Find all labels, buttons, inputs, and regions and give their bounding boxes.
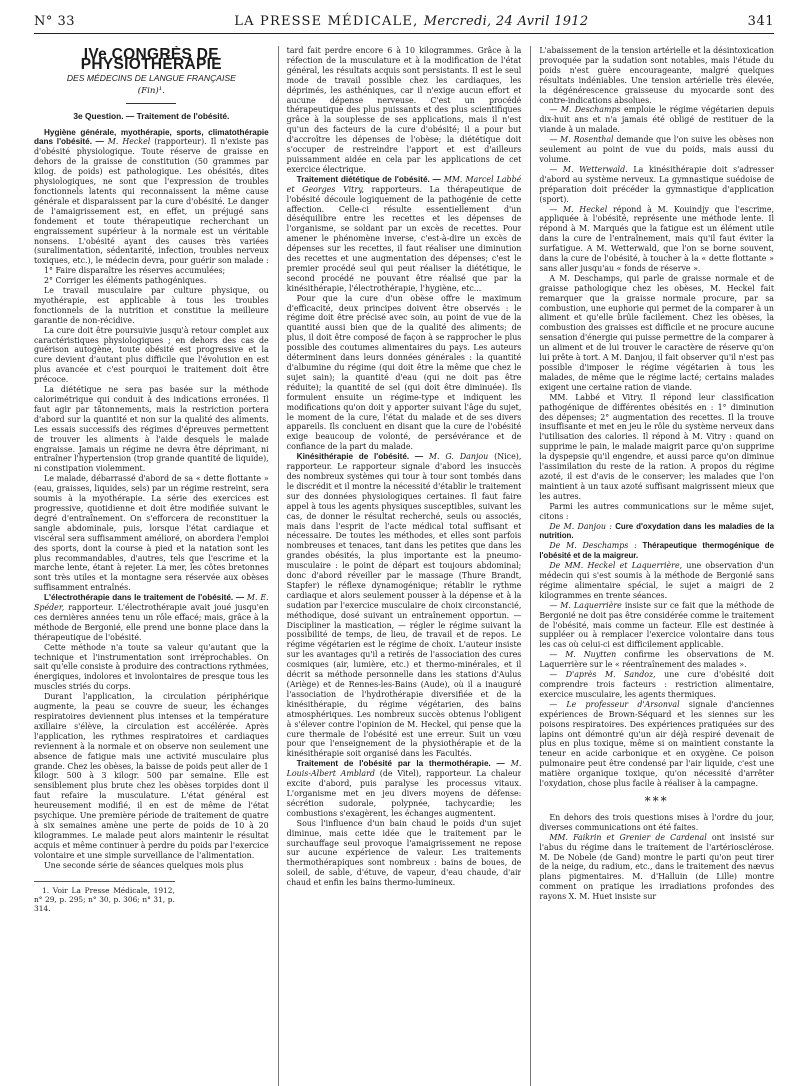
column-1 xyxy=(34,46,269,1086)
paragraph: Traitement diététique de l'obésité. — MM. Marcel Labbé et Georges Vitry, rapporteurs. La thérapeutique de l'obésité découle logiquement de la pathogénie de cette affection. Celle-ci résulte essentiellement d'un déséquilibre entre les recettes et les dépenses de l'organisme, se soldant par un excès de recettes. Pour amener le phénomène inverse, c'est-à-dire un excès de dépenses sur les recettes, il faut réaliser une diminution des recettes et une augmentation des dépenses; c'est le premier procédé seul qui peut réaliser la diététique, le second procédé ne pouvant être réalisé que par la kinésithérapie, l'électrothérapie, l'hygiène, etc... xyxy=(286,174,522,293)
list-item: 1° Faire disparaître les réserves accumulées; xyxy=(44,266,226,276)
journal-name: LA PRESSE MÉDICALE, xyxy=(234,14,419,29)
paragraph: Kinésithérapie de l'obésité. — M. G. Danjou (Nice), rapporteur. Le rapporteur signale d'abord les insuccès des nombreux systèmes qui tour à tour sont tombés dans le discrédit et il montre la nécessité d'établir le traitement sur des données physiologiques certaines. Il faut faire appel à tous les agents physiques susceptibles, suivant les cas, de donner le résultat recherché, seuls ou associés, mais dans l'esprit de l'acte médical total suffisant et nécessaire. De toutes les méthodes, et elles sont parfois nombreuses et tenaces, tant dans les petites que dans les grandes obésités, la plus importante est la pneumo-musculaire : le point de départ est toujours abdominal; donc d'abord réveiller par le massage (Thure Brandt, Stapfer) le réflexe dynamogénique; rétablir le rythme cardiaque et alors seulement pousser à la dépense et à la sudation par l'exercice musculaire de choix circonstancié, méthodique, dosé suivant un entraînement opportun. — Discipliner la mastication, — régler le régime suivant la possibilité de temps, de lieu, de travail et de repos. Le régime végétarien est le régime de choix. L'auteur insiste sur les avantages qu'il a retirés de l'association des cures cosmiques (air, lumière, etc.) et thermo-minérales, et il décrit sa méthode personnelle dans les stations d'Aulus (Ariège) et de Rennes-les-Bains (Aude), où il a inauguré l'association de l'hydrothérapie diversifiée et de la kinésithérapie, du régime végétarien, des bains atmosphériques. Les nombreux succès obtenus l'obligent à s'élever contre l'opinion de M. Heckel, qui pense que la cure thermale de l'obésité est une erreur. Suit un vœu pour que l'enseignement de la physiothérapie et de la kinésithérapie soit organisé dans les Facultés. xyxy=(286,452,522,759)
title-rule xyxy=(126,103,176,104)
author-name: M. Laquerrière xyxy=(560,600,622,610)
paragraph: Pour que la cure d'un obèse offre le maximum d'efficacité, deux principes doivent être observés : le régime doit être précisé avec soin, au point de vue de la quantité aussi bien que de la qualité des aliments; de plus, il doit être composé de façon à se rapprocher le plus possible des coutumes alimentaires du pays. Les auteurs déterminent dans leurs données générales : la quantité d'albumine du régime (qui doit être la même que chez le sujet sain); la quantité d'eau (qui ne doit pas être réduite); la quantité de sel (qui doit être diminuée). Ils formulent ensuite un régime-type et indiquent les modifications qu'on doit y apporter suivant l'âge du sujet, le moment de la cure, l'état du malade et de ses divers appareils. Ils concluent en disant que la cure de l'obésité exige beaucoup de volonté, de persévérance et de confiance de la part du malade. xyxy=(286,293,522,452)
article-suffix: (Fin)¹. xyxy=(137,85,165,96)
paragraph: — Le professeur d'Arsonval signale d'anciennes expériences de Brown-Séquard et les siennes sur les poisons respiratoires. Des expériences pratiquées sur des lapins ont démontré qu'un air déjà respiré devenait de plus en plus toxique, même si on maintient constante la teneur en acide carbonique et en oxygène. Ce poison pulmonaire peut être condensé par l'air liquide, c'est une matière organique toxique, qu'on nécessité d'arrêter l'oxydation, chose plus facile à réaliser à la campagne. xyxy=(539,699,775,789)
author-name: M. Wetterwald. xyxy=(562,164,628,174)
author-name: D'après M. Sandoz, xyxy=(565,670,656,680)
author-name: De MM. Heckel et Laquerrière, xyxy=(549,561,683,571)
article-title-block xyxy=(34,46,269,104)
author-name: De M. Deschamps : xyxy=(549,541,637,551)
paragraph: — M. Wetterwald. La kinésithérapie doit s'adresser d'abord au système nerveux. La gymnastique suédoise de préparation doit précéder la gymnastique d'application (sport). xyxy=(539,164,775,204)
author-name: De M. Danjou : xyxy=(549,521,612,531)
paragraph: La cure doit être poursuivie jusqu'à retour complet aux caractéristiques physiologiques ; en dehors des cas de guérison autogène, toute obésité est progressive et la cure devient d'autant plus difficile que l'évolution en est plus avancée et c'est pourquoi le traitement doit être précoce. xyxy=(34,325,269,385)
communication-title: Thérapeutique thermogénique de l'obésité et de la maigreur. xyxy=(539,541,775,561)
paragraph: Une seconde série de séances quelques mois plus xyxy=(44,860,244,870)
paragraph: La diététique ne sera pas basée sur la méthode calorimétrique qui conduit à des indications erronées. Il faut agir par tâtonnements, mais la restriction portera d'abord sur la quantité et non sur la qualité des aliments. Les essais successifs des régimes d'épreuves permettent de trouver les aliments à l'aide desquels le malade engraisse. Jamais un régime ne devra être déprimant, ni entraîner l'hypertension (trop grande quantité de liquide), ni constipation violemment. xyxy=(34,385,269,474)
paragraph: — D'après M. Sandoz, une cure d'obésité doit comprendre trois facteurs : restriction alimentaire, exercice musculaire, les agents thermiques. xyxy=(539,670,775,699)
section-heading: Kinésithérapie de l'obésité. — xyxy=(296,452,424,462)
column-3 xyxy=(530,46,774,1086)
paragraph: De MM. Heckel et Laquerrière, une observation d'un médecin qui s'est soumis à la méthode de Bergonié sans régime alimentaire spécial, le sujet a maigri de 2 kilogrammes en trente séances. xyxy=(539,561,775,600)
question-heading: 3e Question. — Traitement de l'obésité. xyxy=(73,110,230,121)
paragraph: L'abaissement de la tension artérielle et la désintoxication provoquée par la sudation sont notables, mais l'étude du poids n'est guère encourageante, malgré quelques résultats indéniables. Une tension artérielle très élevée, la dégénérescence graisseuse du myocarde sont des contre-indications absolues. xyxy=(539,46,775,105)
paragraph: Cette méthode n'a toute sa valeur qu'autant que la technique et l'instrumentation sont irréprochables. On sait qu'elle consiste à produire des contractions rythmées, énergiques, indolores et involontaires de presque tous les muscles striés du corps. xyxy=(34,642,269,692)
author-name: M. Deschamps xyxy=(560,105,621,115)
author-name: M. E. Spéder, xyxy=(34,593,269,613)
paragraph: Le malade, débarrassé d'abord de sa « dette flottante » (eau, graisses, liquides, sels) par un régime restreint, sera soumis à la myothérapie. La série des exercices est progressive, quotidienne et doit être modifiée suivant le degré d'entraînement. On s'efforcera de reconstituer la sangle abdominale, puis, lorsque l'état cardiaque et viscéral sera suffisamment amélioré, on abordera l'emploi des sports, dont la course à pied et la natation sont les plus recommandables, d'autres, tels que l'escrime et la marche lente, étant à rejeter. La mer, les côtes bretonnes sont très utiles et la montagne sera réservée aux obèses suffisamment entraînés. xyxy=(34,474,269,593)
paragraph: — M. Laquerrière insiste sur ce fait que la méthode de Bergonié ne doit pas être considérée comme le traitement de l'obésité, mais comme un facteur. Elle est destinée à suppléer ou à remplacer l'exercice volontaire dans tous les cas où celui-ci est difficilement applicable. xyxy=(539,600,775,650)
paragraph: L'électrothérapie dans le traitement de l'obésité. — M. E. Spéder, rapporteur. L'électrothérapie avait joué jusqu'en ces dernières années tenu un rôle effacé; mais, grâce à la méthode de Bergonié, elle prend une bonne place dans la thérapeutique de l'obésité. xyxy=(34,593,269,642)
paragraph: Hygiène générale, myothérapie, sports, climatothérapie dans l'obésité. — M. Heckel (rapporteur). Il n'existe pas d'obésité physiologique. Toute réserve de graisse en dehors de la graisse de constitution (50 grammes par kilog. de poids) est pathologique. Les obésités, dites physiologiques, ne sont que l'expression de troubles fonctionnels latents qui reconnaissent la même cause générale et disparaissent par la cure d'obésité. Le danger de l'amaigrissement est, en effet, un préjugé sans fondement et toute thérapeutique recherchant un engraissement supérieur à la normale est un véritable nonsens. L'obésité ayant des causes très variées (suralimentation, sédentarité, infection, troubles nerveux toxiques, etc.), le médecin devra, pour guérir son malade : xyxy=(34,127,269,266)
section-heading: Traitement de l'obésité par la thermothérapie. — xyxy=(296,759,505,769)
author-name: M. Rosenthal xyxy=(560,135,614,145)
section-heading: L'électrothérapie dans le traitement de l'obésité. — xyxy=(44,593,245,603)
author-name: Le professeur d'Arsonval xyxy=(566,699,680,709)
author-name: M. Nuytten xyxy=(565,650,617,660)
author-name: M. G. Danjou xyxy=(428,452,489,462)
section-heading: Hygiène générale, myothérapie, sports, climatothérapie dans l'obésité. — xyxy=(34,127,269,147)
paragraph: — M. Rosenthal demande que l'on suive les obèses non seulement au point de vue du poids, mais aussi du volume. xyxy=(539,135,775,164)
paragraph: tard fait perdre encore 6 à 10 kilogrammes. Grâce à la réfection de la musculature et à la modification de l'état général, les résultats acquis sont persistants. Il est le seul mode de travail possible chez les cardiaques, les déprimés, les asthéniques, car il n'exige aucun effort et aucune dépense nerveuse. C'est un procédé thérapeutique des plus puissants et des plus scientifiques grâce à la souplesse de ses applications, mais il n'est qu'un des facteurs de la cure d'obésité; il a pour but d'accroître les dépenses de l'obèse; la diététique doit s'occuper de restreindre l'apport et est d'ailleurs puissamment aidée en cela par les applications de cet exercice électrique. xyxy=(286,46,522,174)
author-name: M. Louis-Albert Amblard xyxy=(286,759,522,779)
paragraph: En dehors des trois questions mises à l'ordre du jour, diverses communications ont été faites. xyxy=(539,812,775,832)
paragraph xyxy=(539,522,774,542)
columns xyxy=(34,46,774,1086)
author-name: M. Heckel xyxy=(562,204,608,214)
paragraph: Le travail musculaire par culture physique, ou myothérapie, est applicable à tous les troubles fonctionnels de la nutrition et constitue la meilleure garantie de non-récidive. xyxy=(34,286,269,325)
page-label: N° 33 xyxy=(34,14,76,29)
running-header xyxy=(34,14,774,34)
list-item: 2° Corriger les éléments pathogéniques. xyxy=(44,276,207,286)
communication-title: Cure d'oxydation dans les maladies de la nutrition. xyxy=(539,521,775,541)
article-title: IVe CONGRÈS DE PHYSIOTHÉRAPIE xyxy=(80,46,222,73)
paragraph xyxy=(539,541,774,561)
paragraph: — M. Deschamps emploie le régime végétarien depuis dix-huit ans et n'a jamais été obligé de restituer de la viande à un malade. xyxy=(539,105,775,135)
paragraph: Traitement de l'obésité par la thermothérapie. — M. Louis-Albert Amblard (de Vitel), rapporteur. La chaleur excite d'abord, puis paralyse les processus vitaux. L'organisme met en jeu divers moyens de défense: sécrétion sudorale, polypnée, tachycardie; les combustions s'exagèrent, les échanges augmentent. xyxy=(286,759,522,818)
issue-date: Mercredi, 24 Avril 1912 xyxy=(423,14,589,29)
journal-line xyxy=(234,14,588,29)
paragraph: MM. Labbé et Vitry. Il répond leur classification pathogénique de différentes obésités en : 1° diminution des dépenses; 2° augmentation des recettes. Il la trouve insuffisante et met en jeu le rôle du système nerveux dans l'utilisation des calories. Il répond à M. Vitry : quand on supprime le pain, le malade maigrit parce qu'on supprime la dyspepsie qu'il engendre, et aussi parce qu'on diminue l'assimilation du reste de la ration. A propos du régime azoté, il est d'avis de le conserver; les malades que l'on maintient à un taux azoté suffisant maigrissent mieux que les autres. xyxy=(539,392,775,501)
author-name: MM. Marcel Labbé et Georges Vitry, xyxy=(286,174,522,194)
author-name: MM. Faikrin et Grenier de Cardenal xyxy=(549,832,707,842)
section-separator: *** xyxy=(644,793,669,808)
author-name: M. Heckel xyxy=(107,137,151,147)
paragraph: Durant l'application, la circulation périphérique augmente, la peau se couvre de sueur, les échanges respiratoires deviennent plus intenses et la température axillaire s'élève, la circulation est accélérée. Après l'application, les rythmes respiratoires et cardiaques reviennent à la normale et on observe non seulement une absence de fatigue mais une activité musculaire plus grande. Chez les obèses, la baisse de poids peut aller de 1 kilogr. 500 à 3 kilogr. 500 par semaine. Elle est sensiblement plus brute chez les obèses torpides dont il faut refaire la musculature. L'état général est heureusement modifié, il en est de même de l'état psychique. Une première période de traitement de quatre à six semaines amène une perte de poids de 10 à 20 kilogrammes. Le malade peut alors maintenir le résultat acquis et même continuer à perdre du poids par l'exercice volontaire et une simple surveillance de l'alimentation. xyxy=(34,692,269,860)
column-2 xyxy=(278,46,522,1086)
article-subtitle: DES MÉDECINS DE LANGUE FRANÇAISE xyxy=(66,72,236,83)
section-heading: Traitement diététique de l'obésité. — xyxy=(296,174,441,184)
page-number: 341 xyxy=(747,14,774,29)
paragraph: — M. Heckel répond à M. Kouindjy que l'escrime, appliquée à l'obésité, représente une méthode lente. Il répond à M. Marqués que la fatigue est un élément utile dans la cure de l'entraînement, mais qu'il faut éviter la surfatigue. A M. Wetterwald, que l'on se borne souvent, dans la cure de l'obésité, à toucher à la « dette flottante » sans aller jusqu'au « fonds de réserve ». xyxy=(539,204,775,273)
paragraph: Sous l'influence d'un bain chaud le poids d'un sujet diminue, mais cette idée que le traitement par le surchauffage seul provoque l'amaigrissement ne repose sur aucune expérience de valeur. Les traitements thermothérapiques sont nombreux : bains de boues, de soleil, de sable, d'étuve, de vapeur, d'eau chaude, d'air chaud et enfin les bains thermo-lumineux. xyxy=(286,818,522,888)
paragraph: MM. Faikrin et Grenier de Cardenal ont insisté sur l'abus du régime dans le traitement de l'artériosclérose. M. De Nobele (de Gand) montre le parti qu'on peut tirer de la neige, du radium, etc., dans le traitement des nævus plans pigmentaires. M. d'Halluin (de Lille) montre comment on pratique les irradiations profondes des rayons X. M. Huet insiste sur xyxy=(539,832,775,902)
footnote: 1. Voir La Presse Médicale, 1912, n° 29, p. 295; n° 30, p. 306; n° 31, p. 314. xyxy=(34,881,175,913)
paragraph: — M. Nuytten confirme les observations de M. Laquerrière sur le « réentraînement des malades ». xyxy=(539,650,775,670)
paragraph: Parmi les autres communications sur le même sujet, citons : xyxy=(539,501,775,521)
paragraph: A M. Deschamps, qui parle de graisse normale et de graisse pathologique chez les obèses, M. Heckel fait remarquer que la graisse normale procure, par sa combustion, une euphorie qui permet de la comparer à un aliment et qu'elle brûle facilement. Chez les obèses, la combustion des graisses est difficile et ne procure aucune sensation d'énergie qui puisse permettre de la comparer à un aliment et de lui trouver le caractère de réserve qu'on lui prête à tort. A M. Danjou, il fait observer qu'il n'est pas possible d'imposer le régime végétarien à tous les malades, de même que le régime lacté; certains malades exigent une certaine ration de viande. xyxy=(539,273,775,392)
